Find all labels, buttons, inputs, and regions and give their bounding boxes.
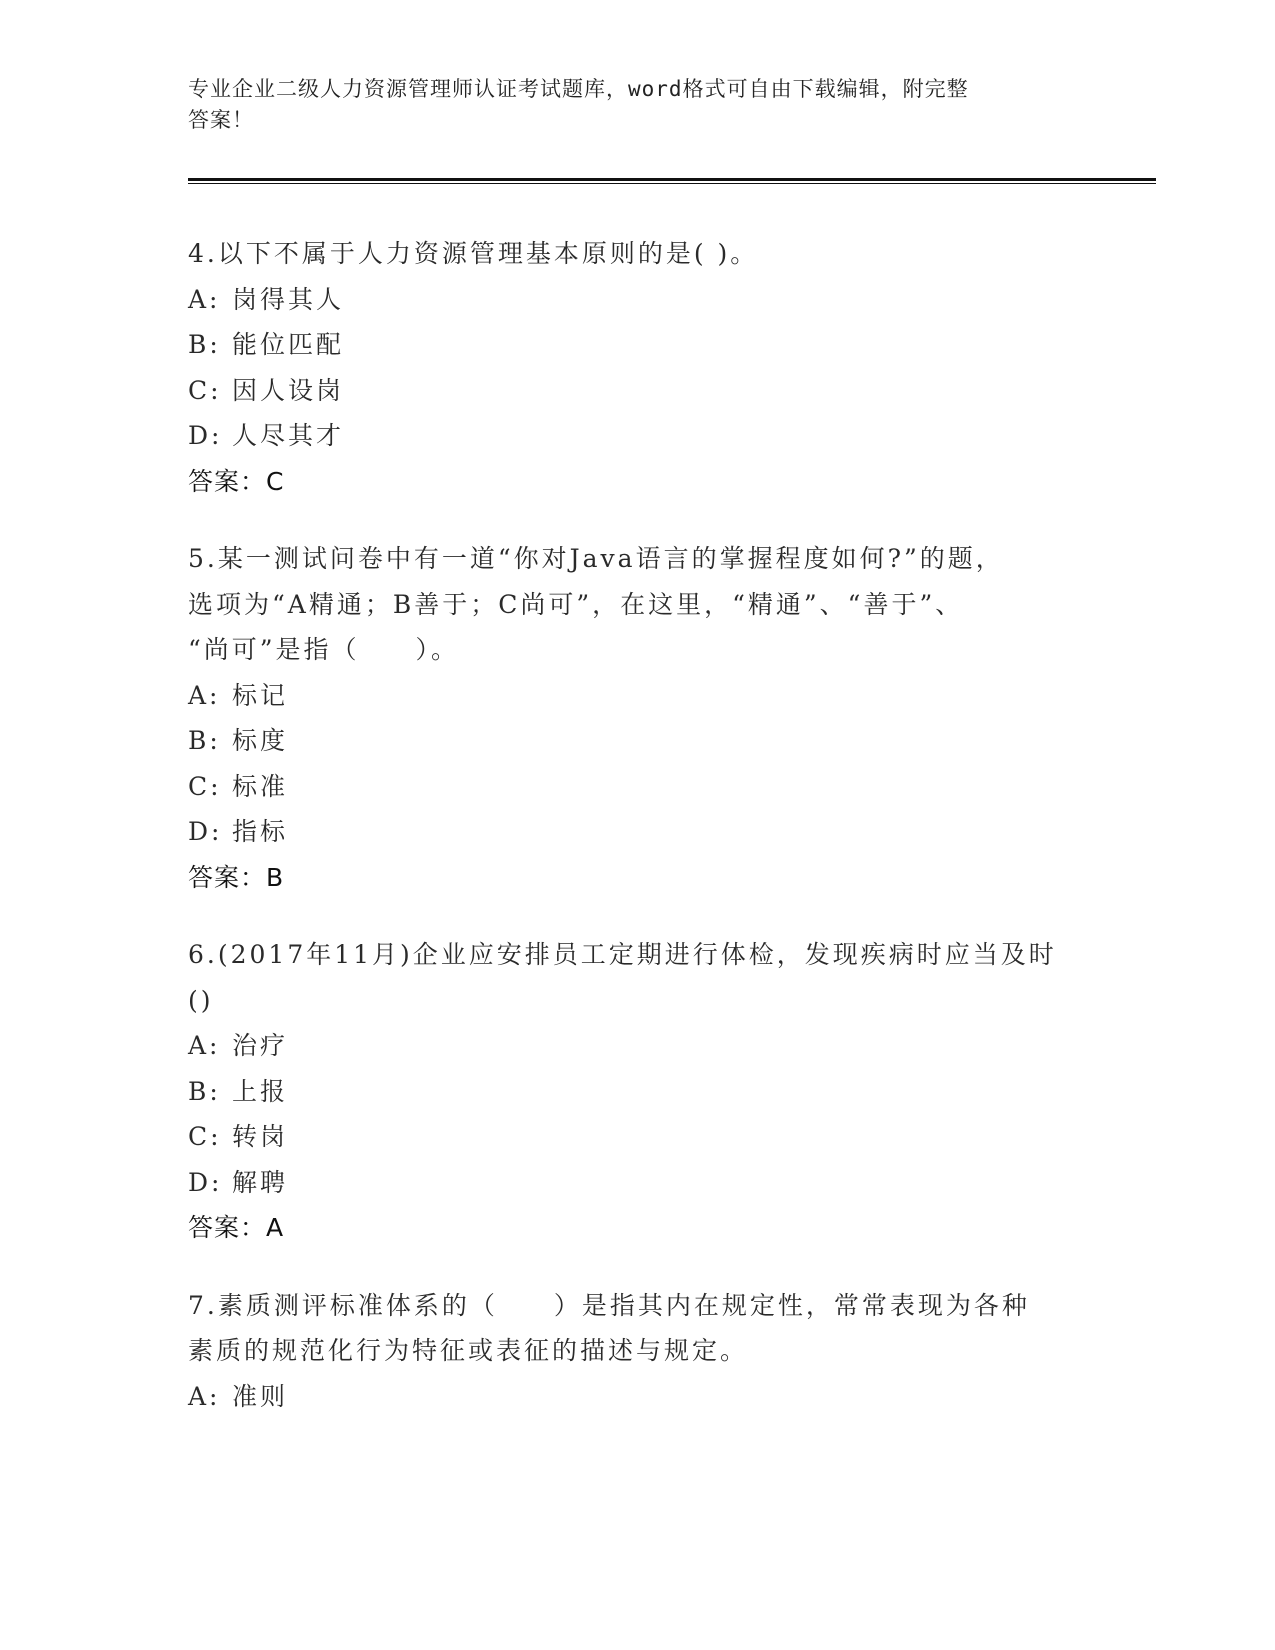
option-key: A: [188,1381,221,1411]
option-d [188,809,1088,855]
option-text: 标准 [232,771,289,801]
option-text: 解聘 [232,1167,289,1197]
option-b [188,322,1088,368]
question-text: “尚可”是指（ ）。 [188,635,460,664]
option-text: 指标 [232,817,289,846]
header-line-1: 专业企业二级人力资源管理师认证考试题库，word格式可自由下载编辑，附完整 [188,77,969,101]
question-text: 5.某一测试问卷中有一道“你对Java语言的掌握程度如何?”的题， [188,544,1004,573]
option-key: C: [188,375,222,405]
option-text: 转岗 [232,1122,289,1151]
option-c [188,1114,1088,1160]
option-key: A: [188,680,221,710]
question-list [188,231,1088,1451]
option-key: D: [188,1167,223,1197]
option-c [188,764,1088,810]
option-a [188,277,1088,323]
option-text: 人尽其才 [232,421,345,450]
option-key: B: [188,330,221,359]
option-key: C: [188,771,222,801]
question-text: 6.(2017年11月)企业应安排员工定期进行体检，发现疾病时应当及时 [188,940,1057,969]
option-d [188,413,1088,459]
question-4 [188,231,1088,504]
header-divider-thick [188,178,1156,181]
option-a [188,1374,1088,1420]
option-a [188,673,1088,719]
option-text: 标度 [232,726,289,755]
option-key: D: [188,421,223,450]
header-line-2: 答案！ [188,108,254,132]
answer-line: 答案：B [188,862,285,892]
answer-line: 答案：A [188,1213,285,1242]
option-text: 标记 [232,680,289,710]
option-text: 治疗 [232,1031,289,1060]
option-key: B: [188,726,221,755]
option-text: 因人设岗 [232,375,345,405]
option-key: A: [188,284,221,314]
option-c [188,368,1088,414]
question-7 [188,1283,1088,1420]
option-b [188,718,1088,764]
question-text: () [188,985,214,1015]
option-key: B: [188,1076,221,1106]
option-text: 上报 [232,1076,289,1106]
option-text: 准则 [232,1381,289,1411]
option-key: A: [188,1031,221,1060]
option-d [188,1160,1088,1206]
question-text: 4.以下不属于人力资源管理基本原则的是( )。 [188,239,759,268]
question-text: 7.素质测评标准体系的（ ）是指其内在规定性，常常表现为各种 [188,1290,1030,1320]
option-key: D: [188,817,223,846]
header-divider-thin [188,183,1156,184]
option-text: 岗得其人 [232,284,345,314]
option-a [188,1023,1088,1069]
question-text: 素质的规范化行为特征或表征的描述与规定。 [188,1336,749,1365]
document-header [188,74,1068,136]
question-6 [188,932,1088,1251]
question-5 [188,536,1088,900]
option-b [188,1069,1088,1115]
option-key: C: [188,1122,222,1151]
answer-line: 答案：C [188,466,285,496]
option-text: 能位匹配 [232,330,345,359]
question-text: 选项为“A精通；B善于；C尚可”，在这里，“精通”、“善于”、 [188,589,964,619]
